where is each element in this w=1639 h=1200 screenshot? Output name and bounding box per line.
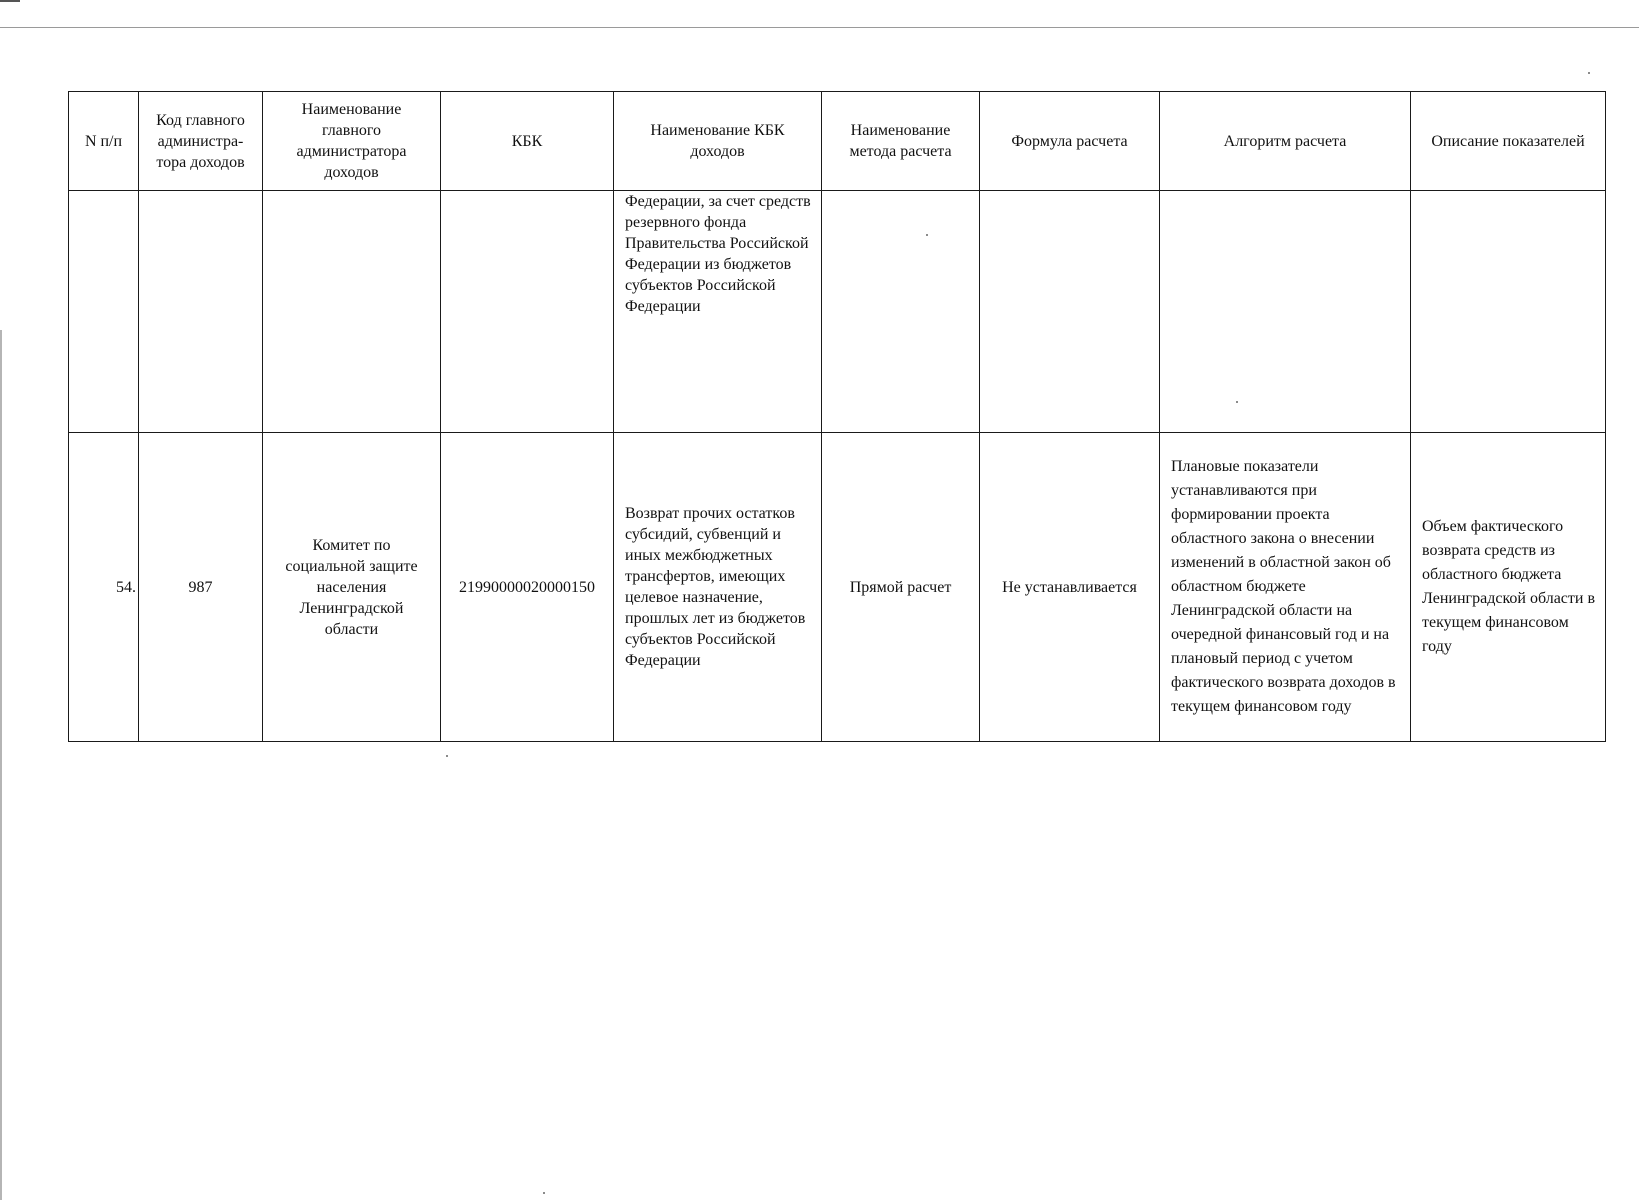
header-kbk: КБК xyxy=(441,92,614,191)
cell-admin-name xyxy=(263,191,441,433)
cell-num xyxy=(69,191,139,433)
table-row-continuation xyxy=(69,191,1606,433)
scan-corner-mark xyxy=(0,0,20,2)
table-header xyxy=(69,92,1606,191)
scan-top-edge-line xyxy=(0,0,1639,28)
scan-speck xyxy=(543,1192,545,1194)
header-admin-name: Наименование главного администратора доходов xyxy=(263,92,441,191)
scan-left-edge-line xyxy=(0,330,2,1200)
scan-speck xyxy=(446,755,448,757)
cell-kbk: 21990000020000150 xyxy=(441,433,614,742)
cell-algorithm: Плановые показатели устанавливаются при формировании проекта областного закона о внесении изменений в областной закон об областном бюджете Ленинградской области на очередной финансовый год и на плановый период с учетом фактического возврата доходов в текущем финансовом году xyxy=(1160,433,1411,742)
header-algorithm: Алгоритм расчета xyxy=(1160,92,1411,191)
cell-kbk-name: Федерации, за счет средств резервного фонда Правительства Российской Федерации из бюджетов субъектов Российской Федерации xyxy=(614,191,822,433)
cell-description xyxy=(1411,191,1606,433)
cell-algorithm xyxy=(1160,191,1411,433)
cell-kbk xyxy=(441,191,614,433)
header-row xyxy=(69,92,1606,191)
header-method: Наименование метода расчета xyxy=(822,92,980,191)
cell-formula xyxy=(980,191,1160,433)
cell-method: Прямой расчет xyxy=(822,433,980,742)
cell-formula: Не устанавливается xyxy=(980,433,1160,742)
income-forecast-methodology-table xyxy=(68,91,1606,742)
cell-admin-name: Комитет по социальной защите населения Ленинградской области xyxy=(263,433,441,742)
table-body xyxy=(69,191,1606,742)
cell-method xyxy=(822,191,980,433)
header-num: N п/п xyxy=(69,92,139,191)
header-kbk-name: Наименование КБК доходов xyxy=(614,92,822,191)
cell-admin-code xyxy=(139,191,263,433)
header-formula: Формула расчета xyxy=(980,92,1160,191)
header-admin-code: Код главного администра-тора доходов xyxy=(139,92,263,191)
cell-admin-code: 987 xyxy=(139,433,263,742)
cell-description: Объем фактического возврата средств из областного бюджета Ленинградской области в текущем финансовом году xyxy=(1411,433,1606,742)
cell-num: 54. xyxy=(69,433,139,742)
table-row xyxy=(69,433,1606,742)
header-description: Описание показателей xyxy=(1411,92,1606,191)
scan-speck xyxy=(1588,72,1590,74)
cell-kbk-name: Возврат прочих остатков субсидий, субвенций и иных межбюджетных трансфертов, имеющих целевое назначение, прошлых лет из бюджетов субъектов Российской Федерации xyxy=(614,433,822,742)
